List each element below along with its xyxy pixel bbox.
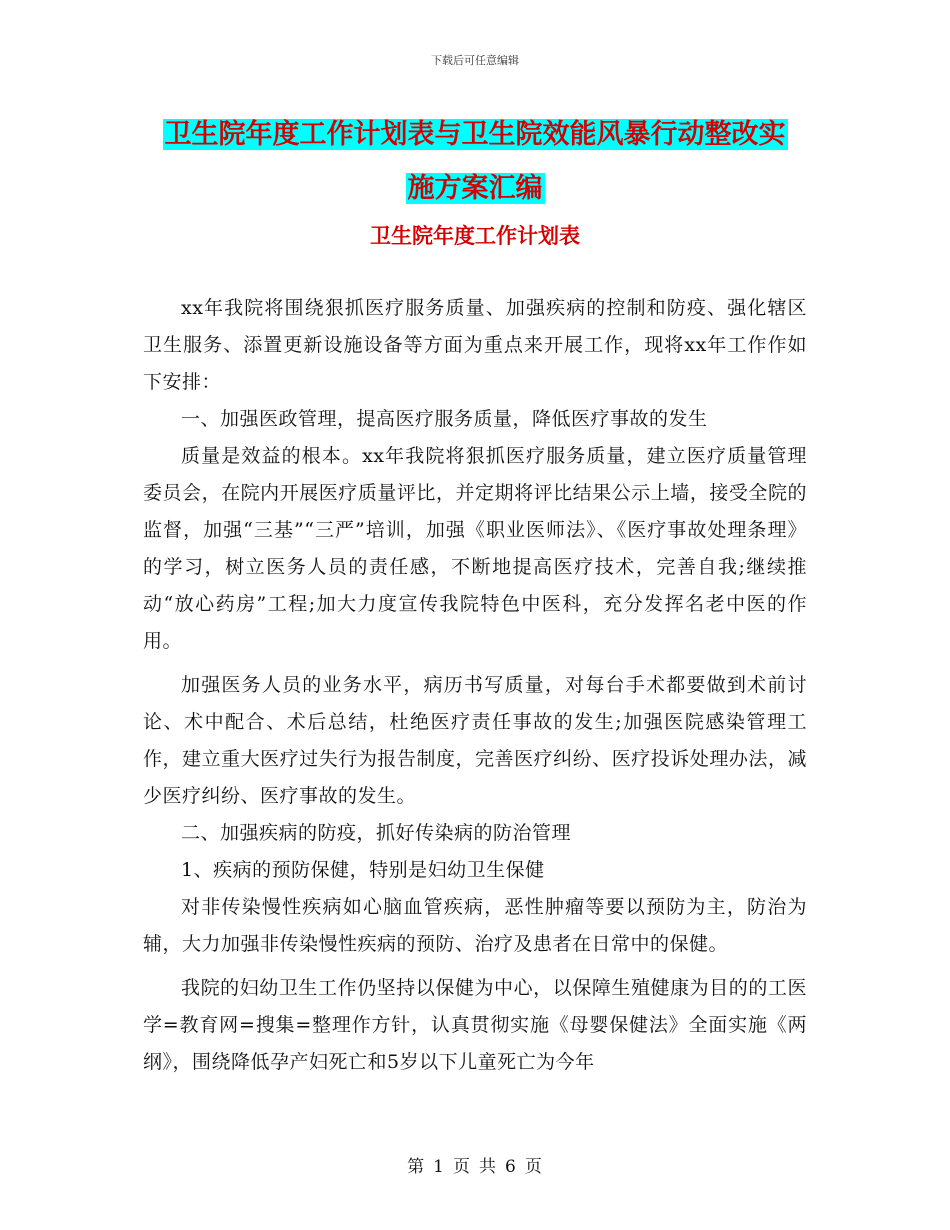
page-number-footer — [0, 1152, 950, 1177]
paragraph-heading: 一、加强医政管理，提高医疗服务质量，降低医疗事故的发生 — [181, 408, 708, 430]
footer-total-pages: 6 — [505, 1157, 517, 1177]
paragraph: 质量是效益的根本。xx年我院将狠抓医疗服务质量，建立医疗质量管理委员会，在院内开展医疗质量评比，并定期将评比结果公示上墙，接受全院的监督，加强“三基”“三严”培训，加强《职业医师法》、《医疗事故处理条理》的学习，树立医务人员的责任感，不断地提高医疗技术，完善自我;继续推动“放心药房”工程;加大力度宣传我院特色中医科，充分发挥名老中医的作用。 — [143, 445, 807, 652]
footer-suffix: 页 — [524, 1157, 543, 1177]
paragraph-heading: 二、加强疾病的防疫，抓好传染病的防治管理 — [181, 822, 572, 844]
document-title — [0, 108, 950, 216]
paragraph: 加强医务人员的业务水平，病历书写质量，对每台手术都要做到术前讨论、术中配合、术后总结，杜绝医疗责任事故的发生;加强医院感染管理工作，建立重大医疗过失行为报告制度，完善医疗纠纷、医疗投诉处理办法，减少医疗纠纷、医疗事故的发生。 — [143, 674, 807, 807]
footer-page-number: 1 — [433, 1157, 445, 1177]
document-body — [143, 290, 807, 1081]
section-title: 卫生院年度工作计划表 — [370, 223, 580, 248]
paragraph-heading: 1、疾病的预防保健，特别是妇幼卫生保健 — [181, 859, 545, 881]
footer-page-word: 页 — [453, 1157, 471, 1177]
footer-prefix: 第 — [407, 1157, 426, 1177]
paragraph: 对非传染慢性疾病如心脑血管疾病，恶性肿瘤等要以预防为主，防治为辅，大力加强非传染慢性疾病的预防、治疗及患者在日常中的保健。 — [143, 896, 807, 955]
header-note: 下载后可任意编辑 — [431, 54, 519, 67]
paragraph: xx年我院将围绕狠抓医疗服务质量、加强疾病的控制和防疫、强化辖区卫生服务、添置更新设施设备等方面为重点来开展工作，现将xx年工作作如下安排： — [143, 297, 807, 393]
document-title-line-1: 卫生院年度工作计划表与卫生院效能风暴行动整改实 — [164, 119, 786, 150]
paragraph: 我院的妇幼卫生工作仍坚持以保健为中心，以保障生殖健康为目的的工医学=教育网=搜集=整理作方针，认真贯彻实施《母婴保健法》全面实施《两纲》，围绕降低孕产妇死亡和5岁以下儿童死亡为今年 — [143, 977, 807, 1073]
document-title-line-2: 施方案汇编 — [407, 173, 543, 204]
footer-total-label: 共 — [479, 1157, 497, 1177]
